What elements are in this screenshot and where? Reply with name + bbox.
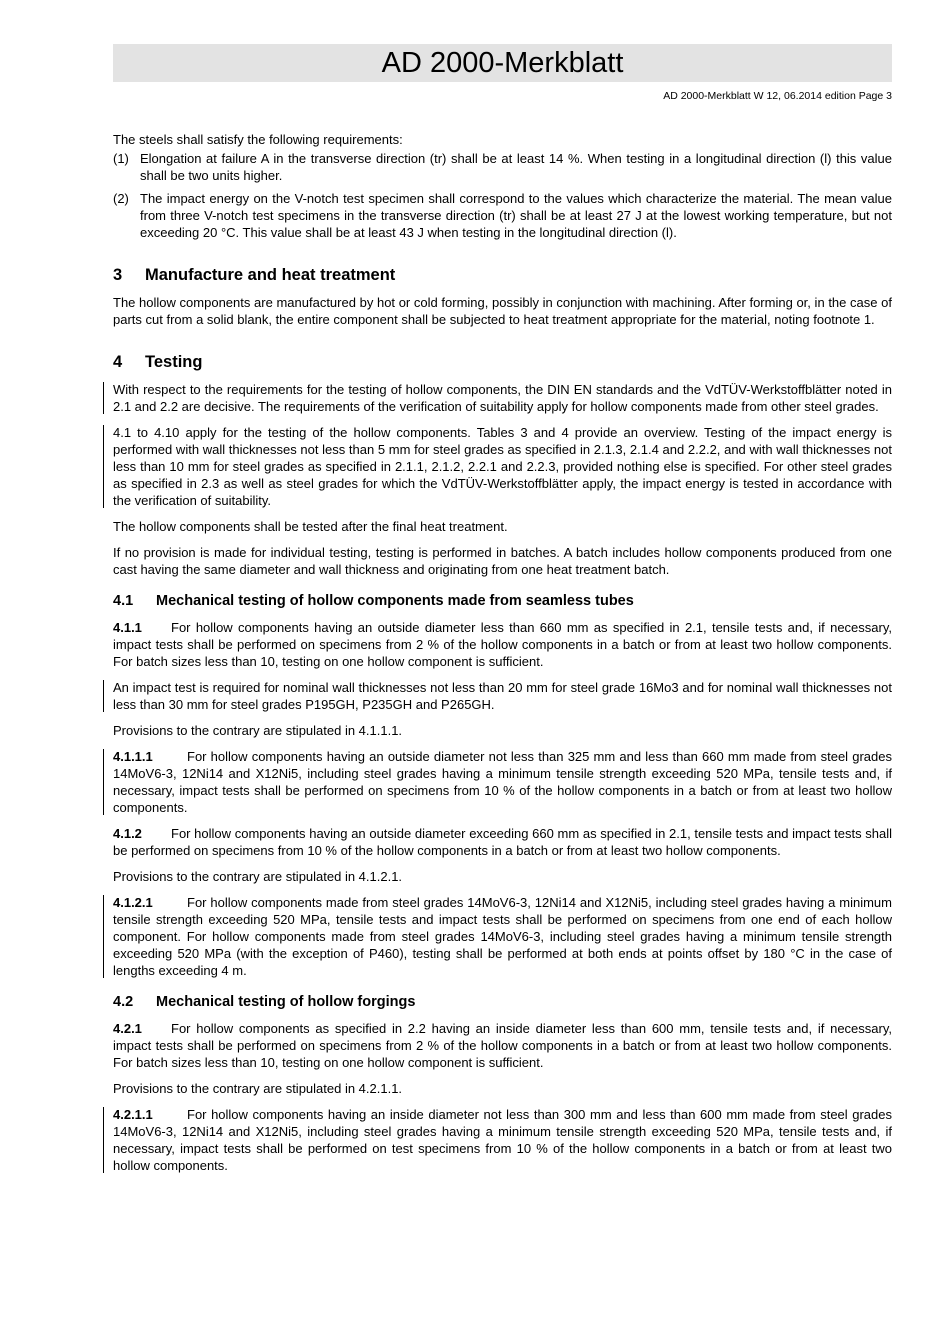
document-page	[113, 44, 892, 1183]
requirements-intro: The steels shall satisfy the following requirements:	[113, 132, 403, 147]
section-number: 4	[113, 353, 123, 371]
paragraph: The hollow components are manufactured by hot or cold forming, possibly in conjunction with machining. After forming or, in the case of parts cut from a solid blank, the entire component shall be subjected to heat treatment appropriate for the material, noting footnote 1.	[113, 295, 892, 327]
paragraph-changed: With respect to the requirements for the testing of hollow components, the DIN EN standards and the VdTÜV-Werkstoffblätter noted in 2.1 and 2.2 are decisive. The requirements of the verification of suitability apply for hollow components made from other steel grades.	[113, 382, 892, 414]
list-item	[113, 150, 892, 184]
section-title: Manufacture and heat treatment	[145, 266, 396, 284]
clause-number: 4.1.2	[113, 826, 142, 841]
clause-text: For hollow components having an outside diameter exceeding 660 mm as specified in 2.1, tensile tests and impact tests shall be performed on specimens from 10 % of the hollow components in a batch or from at least two hollow components.	[113, 826, 892, 858]
list-item-number: (1)	[113, 151, 129, 166]
paragraph: Provisions to the contrary are stipulated in 4.1.1.1.	[113, 723, 403, 738]
clause-text: For hollow components as specified in 2.2 having an inside diameter less than 600 mm, tensile tests and, if necessary, impact tests shall be performed on specimens from 2 % of the hollow components in a batch or from at least two hollow components. For batch sizes less than 10, testing on one hollow component is sufficient.	[113, 1021, 892, 1070]
section-number: 3	[113, 266, 123, 284]
section-title: Mechanical testing of hollow forgings	[156, 994, 416, 1010]
section-title: Mechanical testing of hollow components made from seamless tubes	[156, 593, 634, 609]
paragraph-4-2-1	[113, 1020, 892, 1071]
clause-number: 4.1.2.1	[113, 895, 153, 910]
section-number: 4.1	[113, 593, 134, 609]
section-4-heading	[113, 352, 892, 372]
list-item-number: (2)	[113, 191, 129, 206]
list-item	[113, 190, 892, 241]
clause-number: 4.1.1	[113, 620, 142, 635]
clause-number: 4.2.1	[113, 1021, 142, 1036]
paragraph: Provisions to the contrary are stipulated in 4.2.1.1.	[113, 1081, 403, 1096]
paragraph: Provisions to the contrary are stipulated in 4.1.2.1.	[113, 869, 403, 884]
paragraph-4-1-1-1	[113, 748, 892, 816]
clause-number: 4.1.1.1	[113, 749, 153, 764]
paragraph: The hollow components shall be tested after the final heat treatment.	[113, 519, 508, 534]
section-title: Testing	[145, 353, 203, 371]
clause-text: For hollow components having an inside diameter not less than 300 mm and less than 600 mm made from steel grades 14MoV6-3, 12Ni14 and X12Ni5, including steel grades having a minimum tensile strength exceeding 520 MPa, tensile tests and, if necessary, impact tests shall be performed on test specimens from 10 % of the hollow components in a batch or from at least two hollow components.	[113, 1107, 892, 1173]
paragraph-changed: An impact test is required for nominal wall thicknesses not less than 20 mm for steel grade 16Mo3 and for nominal wall thicknesses not less than 30 mm for steel grades P195GH, P235GH and P265GH.	[113, 680, 892, 712]
paragraph-changed: 4.1 to 4.10 apply for the testing of the hollow components. Tables 3 and 4 provide an overview. Testing of the impact energy is performed with wall thicknesses not less than 5 mm for steel grades as specified in 2.1.3, 2.1.4 and 2.2.2, and with wall thicknesses not less than 10 mm for steel grades as specified in 2.1.1, 2.1.2, 2.2.1 and 2.2.3, provided nothing else is specified. For other steel grades as specified in 2.3 as well as steel grades for which the VdTÜV-Werkstoffblätter apply, the impact energy is tested in accordance with the verification of suitability.	[113, 425, 892, 508]
clause-number: 4.2.1.1	[113, 1107, 153, 1122]
clause-text: For hollow components having an outside diameter less than 660 mm as specified in 2.1, tensile tests and, if necessary, impact tests shall be performed on specimens from 2 % of the hollow components in a batch or from at least two hollow components. For batch sizes less than 10, testing on one hollow component is sufficient.	[113, 620, 892, 669]
section-3-heading	[113, 265, 892, 285]
clause-text: For hollow components made from steel grades 14MoV6-3, 12Ni14 and X12Ni5, including steel grades having a minimum tensile strength exceeding 520 MPa, tensile tests and impact tests shall be performed on specimens from one end of each hollow component. For hollow components made from steel grades 14MoV6-3, including steel grades having a minimum tensile strength exceeding 520 MPa (with the exception of P460), testing shall be performed at both ends at points offset by 180 °C in the case of lengths exceeding 4 m.	[113, 895, 892, 978]
paragraph-4-2-1-1	[113, 1106, 892, 1174]
paragraph-4-1-2-1	[113, 894, 892, 979]
requirements-list	[113, 150, 892, 241]
document-title: AD 2000-Merkblatt	[113, 44, 892, 82]
section-4-2-heading	[113, 993, 892, 1011]
paragraph-4-1-2	[113, 825, 892, 859]
clause-text: For hollow components having an outside diameter not less than 325 mm and less than 660 mm made from steel grades 14MoV6-3, 12Ni14 and X12Ni5, including steel grades having a minimum tensile strength exceeding 520 MPa, tensile tests and, if necessary, impact tests shall be performed on specimens from 10 % of the hollow components in a batch or from at least two hollow components.	[113, 749, 892, 815]
paragraph-4-1-1	[113, 619, 892, 670]
edition-line: AD 2000-Merkblatt W 12, 06.2014 edition Page 3	[663, 90, 892, 102]
list-item-text: The impact energy on the V-notch test specimen shall correspond to the values which characterize the material. The mean value from three V-notch test specimens in the transverse direction (tr) shall be at least 27 J at the lowest working temperature, but not exceeding 20 °C. This value shall be at least 43 J when testing in the longitudinal direction (l).	[140, 191, 892, 240]
list-item-text: Elongation at failure A in the transverse direction (tr) shall be at least 14 %. When testing in a longitudinal direction (l) this value shall be two units higher.	[140, 151, 892, 183]
document-body	[113, 131, 892, 1174]
section-number: 4.2	[113, 994, 134, 1010]
section-4-1-heading	[113, 592, 892, 610]
paragraph: If no provision is made for individual testing, testing is performed in batches. A batch includes hollow components produced from one cast having the same diameter and wall thickness and originating from one heat treatment batch.	[113, 545, 892, 577]
